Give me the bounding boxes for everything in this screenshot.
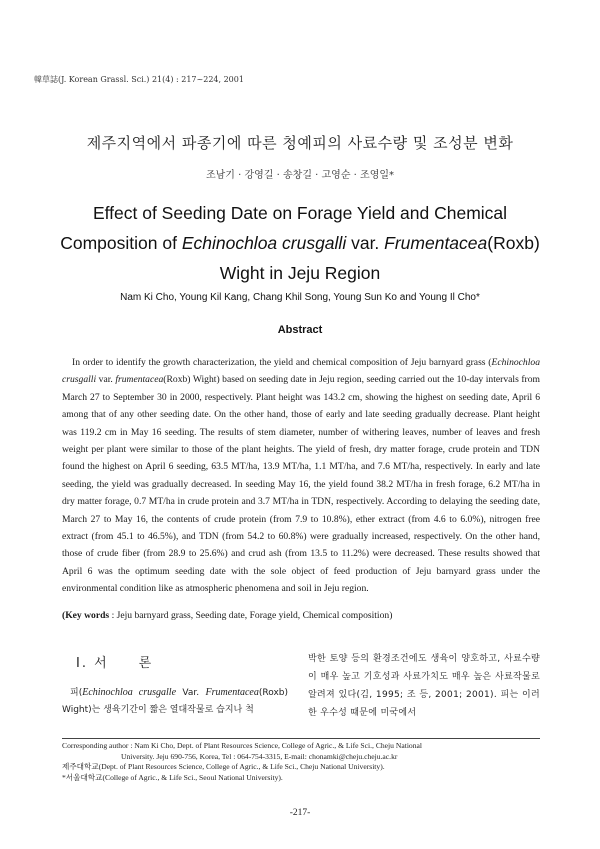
title-variety-italic: Frumentacea [384, 233, 488, 253]
keywords [62, 610, 542, 621]
title-line-2 [0, 228, 600, 258]
abstract-species-italic: Echinochloa crusgalli [62, 357, 540, 386]
keywords-text: : Jeju barnyard grass, Seeding date, Forage yield, Chemical composition) [109, 610, 393, 621]
abstract-variety-italic: frumentacea [115, 374, 164, 386]
abstract-heading: Abstract [277, 324, 323, 336]
title-text: var. [346, 233, 385, 253]
section-number: Ⅰ. 서 [76, 656, 109, 671]
corresponding-author: Corresponding author : Nam Ki Cho, Dept. of Plant Resources Science, College of Agric., & Life Sci., Cheju National [62, 741, 422, 750]
footnotes [62, 741, 540, 783]
abstract-text: (Roxb) Wight) based on seeding date in Jeju region, seeding carried out the 10-day intervals from March 27 to September 30 in 2000, respectively. Plant height was 143.2 cm, showing the highest on seeding date, April 6 among that of any other seeding date. On the other hand, those of early and late seeding gradually decrease. Plant height was 119.2 cm in May 16 seeding. The results of stem diameter, number of withering leaves, number of leaves and fresh weight per plant were similar to those of the plant heights. The yield of fresh, dry matter forage, crude protein and TDN found the highest on April 6 seeding, 63.5 MT/ha, 13.9 MT/ha, 1.1 MT/ha, and 7.6 MT/ha, respectively. In early and late seeding, the yield was gradually decreased. In seeding May 16, the yield found 38.2 MT/ha in fresh forage, 6.2 MT/ha in dry matter forage, 0.7 MT/ha in crude protein and 3.7 MT/ha in TDN, respectively. According to delaying the seeding date, March 27 to May 16, the contents of crude protein (from 7.9 to 10.8%), ether extract (from 4.6 to 6.0%), nitrogen free extract (from 45.1 to 46.5%), and TDN (from 54.2 to 60.8%) were gradually increased, respectively. On the other hand, those of crude fiber (from 28.9 to 25.6%) and crud ash (from 13.5 to 11.2%) were decreased. These results showed that April 6 was the optimum seeding date with the sole object of feed production of Jeju barnyard grass under the environmental condition like as atmospheric phenomena and soil in Jeju region. [62, 374, 540, 595]
title-line-3: Wight in Jeju Region [219, 263, 381, 283]
affiliation-2: *서울대학교(College of Agric., & Life Sci., Seoul National University). [62, 772, 283, 782]
page-number: -217- [289, 808, 311, 818]
english-authors: Nam Ki Cho, Young Kil Kang, Chang Khil Song, Young Sun Ko and Young Il Cho* [120, 292, 480, 303]
title-text: Composition of [60, 233, 182, 253]
corresponding-author-contact: University. Jeju 690-756, Korea, Tel : 064-754-3315, E-mail: chonamki@cheju.cheju.ac.kr [121, 751, 398, 761]
english-title [0, 198, 600, 288]
abstract-body [62, 354, 540, 598]
section-title: 론 [138, 656, 154, 671]
journal-citation: 韓草誌(J. Korean Grassl. Sci.) 21(4) : 217~224, 2001 [34, 75, 244, 84]
left-column-text [62, 684, 288, 719]
title-text: (Roxb) [487, 233, 540, 253]
abstract-text: var. [96, 374, 116, 386]
korean-title: 제주지역에서 파종기에 따른 청예피의 사료수량 및 조성분 변화 [86, 134, 514, 152]
body-text: 피( [70, 688, 83, 698]
body-species-italic: Echinochloa crusgalle [82, 687, 177, 698]
body-variety-italic: Frumentacea [205, 687, 259, 698]
footnote-divider [62, 738, 540, 739]
right-column-text: 박한 토양 등의 환경조건에도 생육이 양호하고, 사료수량이 매우 높고 기호성과 사료가치도 매우 높은 사료작물로 알려져 있다(김, 1995; 조 등, 2001; 2001). 피는 이러한 우수성 때문에 미국에서 [308, 654, 540, 718]
abstract-text: In order to identify the growth characterization, the yield and chemical composition of Jeju barnyard grass ( [72, 357, 492, 368]
title-line-1: Effect of Seeding Date on Forage Yield and Chemical [92, 203, 508, 223]
affiliation-1: 제주대학교(Dept. of Plant Resources Science, College of Agric., & Life Sci., Cheju National University). [62, 762, 385, 772]
keywords-label: (Key words [62, 610, 110, 621]
body-text: Var. [176, 688, 206, 698]
title-species-italic: Echinochloa crusgalli [181, 233, 347, 253]
body-text: (Roxb) Wight)는 생육기간이 짧은 열대작물로 습지나 척 [62, 688, 288, 715]
section-heading-introduction [76, 652, 153, 671]
korean-authors: 조남기 · 강영길 · 송창길 · 고영순 · 조영일* [205, 170, 395, 181]
